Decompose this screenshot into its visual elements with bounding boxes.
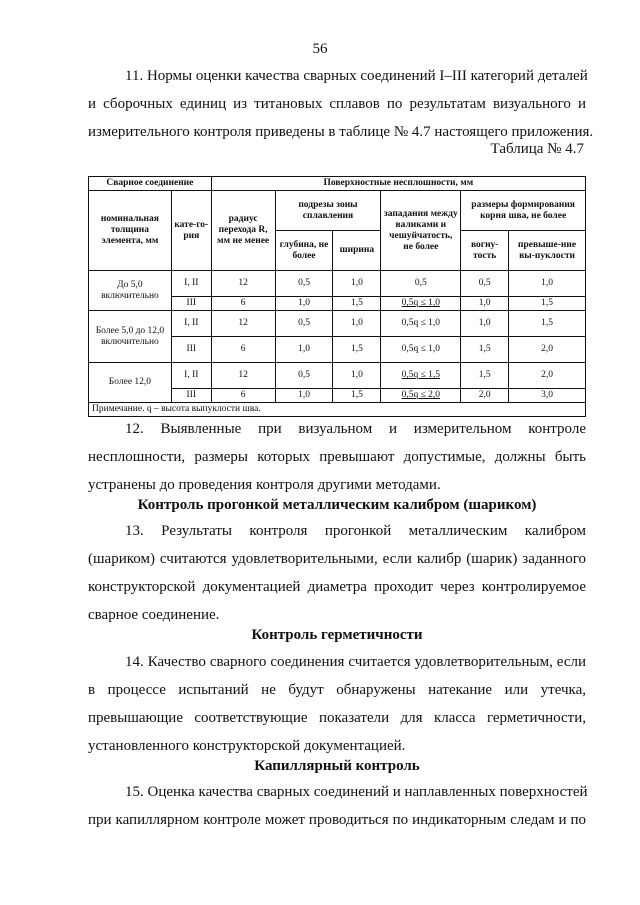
cell-category: I, II [171, 271, 211, 297]
paragraph-line: сварное соединение. [88, 607, 220, 623]
heading-ball-gauge: Контроль прогонкой металлическим калибром (шариком) [137, 497, 537, 513]
paragraph-line: в процессе испытаний не будут обнаружены натекание или утечка, [88, 682, 586, 698]
cell-width: 1,5 [333, 389, 381, 403]
paragraph-line: 15. Оценка качества сварных соединений и наплавленных поверхностей [125, 784, 588, 800]
header-root: размеры формирования корня шва, не более [461, 191, 586, 231]
cell-convex: 2,0 [509, 337, 586, 363]
header-category: кате-го-рия [171, 191, 211, 271]
cell-category: III [171, 389, 211, 403]
cell-concave: 1,0 [461, 297, 509, 311]
cell-sag: 0,5q ≤ 1,0 [381, 297, 461, 311]
cell-convex: 1,0 [509, 271, 586, 297]
table-note: Примечание. q – высота выпуклости шва. [89, 403, 586, 417]
page-number: 56 [312, 41, 328, 57]
cell-width: 1,0 [333, 271, 381, 297]
header-joint: Сварное соединение [89, 177, 212, 191]
cell-width: 1,5 [333, 337, 381, 363]
cell-concave: 2,0 [461, 389, 509, 403]
paragraph-14 [88, 648, 586, 760]
paragraph-11 [88, 62, 594, 146]
cell-concave: 1,5 [461, 363, 509, 389]
quality-norms-table [88, 176, 586, 417]
paragraph-line: превышающие соответствующие показатели для класса герметичности, [88, 710, 586, 726]
cell-depth: 1,0 [275, 337, 333, 363]
paragraph-line: и сборочных единиц из титановых сплавов по результатам визуального и [88, 96, 586, 112]
paragraph-line: измерительного контроля приведены в таблице № 4.7 настоящего приложения. [88, 124, 594, 140]
cell-depth: 0,5 [275, 363, 333, 389]
cell-depth: 0,5 [275, 271, 333, 297]
cell-radius: 12 [211, 311, 275, 337]
header-defects: Поверхностные несплошности, мм [211, 177, 585, 191]
paragraph-line: при капиллярном контроле может проводиться по индикаторным следам и по [88, 812, 586, 828]
cell-category: III [171, 337, 211, 363]
cell-width: 1,0 [333, 363, 381, 389]
paragraph-line: 11. Нормы оценки качества сварных соединений I–III категорий деталей [125, 68, 588, 84]
paragraph-line: 12. Выявленные при визуальном и измерительном контроле [125, 421, 586, 437]
heading-capillary: Капиллярный контроль [254, 758, 420, 774]
cell-convex: 1,5 [509, 311, 586, 337]
cell-radius: 6 [211, 297, 275, 311]
cell-convex: 2,0 [509, 363, 586, 389]
cell-concave: 1,5 [461, 337, 509, 363]
cell-thickness: До 5,0 включительно [89, 271, 172, 311]
paragraph-line: устранены до проведения контроля другими методами. [88, 477, 441, 493]
cell-category: III [171, 297, 211, 311]
table-caption: Таблица № 4.7 [490, 141, 584, 157]
paragraph-line: конструкторской документацией диаметра проходит через контролируемое [88, 579, 586, 595]
cell-thickness: Более 5,0 до 12,0 включительно [89, 311, 172, 363]
cell-radius: 6 [211, 337, 275, 363]
paragraph-line: 13. Результаты контроля прогонкой металлическим калибром [125, 523, 586, 539]
header-radius: радиус перехода R, мм не менее [211, 191, 275, 271]
heading-tightness: Контроль герметичности [251, 627, 423, 643]
cell-sag: 0,5q ≤ 1,5 [381, 363, 461, 389]
cell-sag: 0,5q ≤ 2,0 [381, 389, 461, 403]
header-concave: вогну-тость [461, 231, 509, 271]
header-sag: западания между валиками и чешуйчатость, не более [381, 191, 461, 271]
cell-radius: 6 [211, 389, 275, 403]
header-width: ширина [333, 231, 381, 271]
paragraph-15 [88, 778, 586, 834]
paragraph-line: (шариком) считаются удовлетворительными, если калибр (шарик) заданного [88, 551, 586, 567]
cell-depth: 0,5 [275, 311, 333, 337]
cell-convex: 1,5 [509, 297, 586, 311]
cell-sag: 0,5q ≤ 1,0 [381, 311, 461, 337]
paragraph-line: установленного конструкторской документацией. [88, 738, 406, 754]
header-convex: превыше-ние вы-пуклости [509, 231, 586, 271]
cell-convex: 3,0 [509, 389, 586, 403]
header-thickness: номинальная толщина элемента, мм [89, 191, 172, 271]
paragraph-12 [88, 415, 586, 499]
cell-concave: 0,5 [461, 271, 509, 297]
cell-sag: 0,5q ≤ 1,0 [381, 337, 461, 363]
paragraph-13 [88, 517, 586, 629]
cell-radius: 12 [211, 271, 275, 297]
cell-sag: 0,5 [381, 271, 461, 297]
cell-concave: 1,0 [461, 311, 509, 337]
cell-depth: 1,0 [275, 389, 333, 403]
header-depth: глубина, не более [275, 231, 333, 271]
cell-width: 1,5 [333, 297, 381, 311]
cell-radius: 12 [211, 363, 275, 389]
cell-width: 1,0 [333, 311, 381, 337]
paragraph-line: несплошности, размеры которых превышают допустимые, должны быть [88, 449, 586, 465]
cell-thickness: Более 12,0 [89, 363, 172, 403]
cell-depth: 1,0 [275, 297, 333, 311]
paragraph-line: 14. Качество сварного соединения считается удовлетворительным, если [125, 654, 586, 670]
cell-category: I, II [171, 311, 211, 337]
header-undercuts: подрезы зоны сплавления [275, 191, 381, 231]
cell-category: I, II [171, 363, 211, 389]
